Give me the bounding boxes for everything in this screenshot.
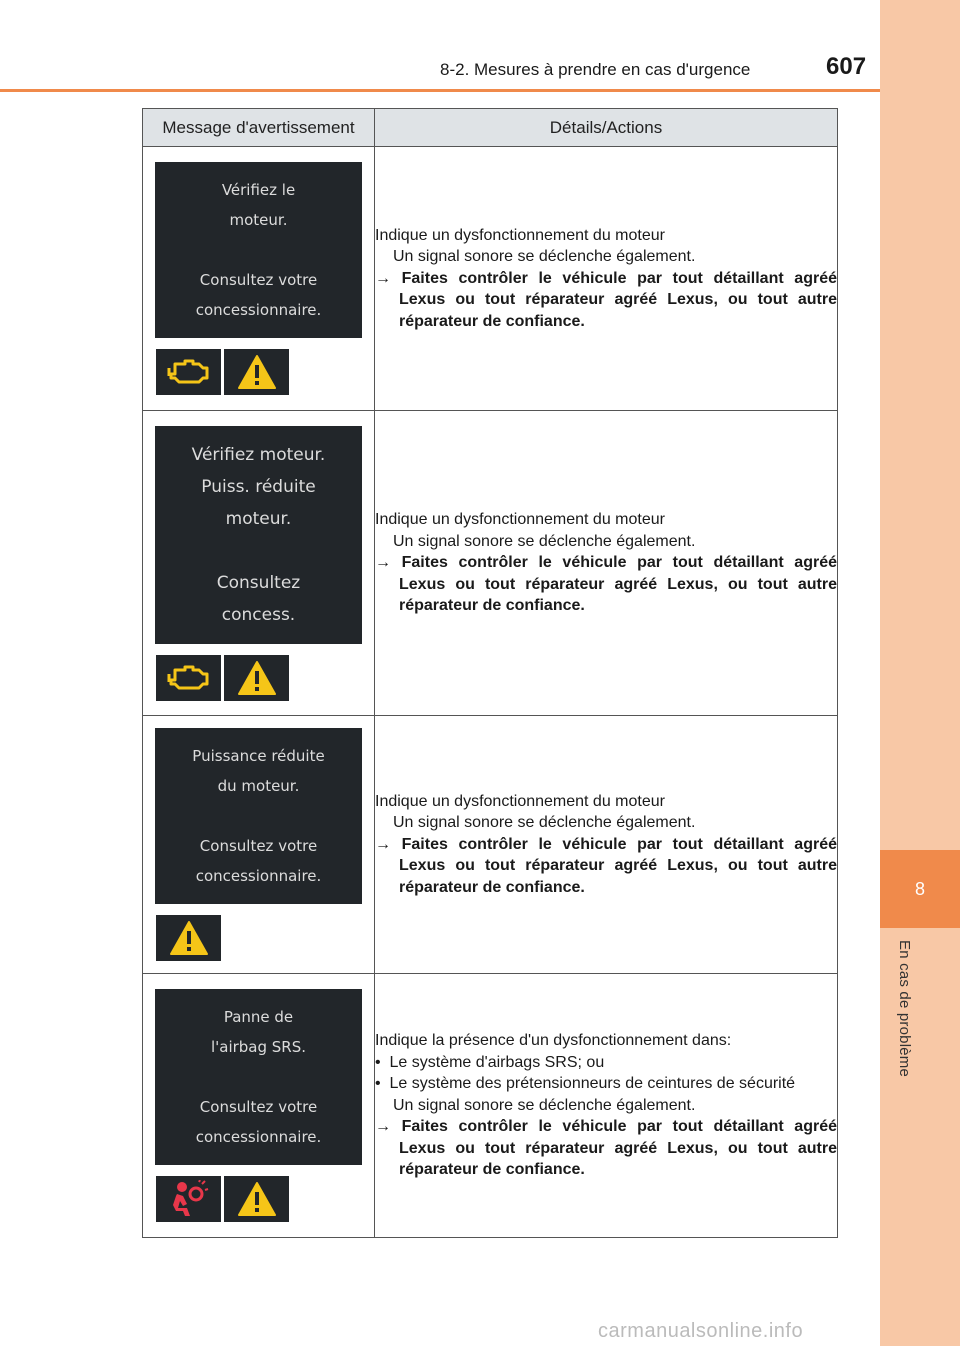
warning-messages-table [142, 108, 838, 1238]
screen-line: du moteur. [217, 777, 300, 795]
engine-warning-icon [156, 349, 221, 395]
detail-action: → Faites contrôler le véhicule par tout détaillant agréé Lexus ou tout réparateur agréé Lexus, ou tout autre réparateur de confiance. [375, 1118, 837, 1179]
display-screen [155, 426, 362, 644]
screen-line: concessionnaire. [195, 1128, 322, 1146]
message-cell [143, 716, 375, 974]
col-header-details: Détails/Actions [375, 109, 838, 147]
detail-bullet: • Le système d'airbags SRS; ou [375, 1053, 605, 1071]
table-row [143, 716, 838, 974]
detail-intro: Indique un dysfonctionnement du moteur [375, 226, 665, 244]
screen-line: Consultez votre [199, 271, 318, 289]
page-number: 607 [826, 53, 867, 80]
col-header-message: Message d'avertissement [143, 109, 375, 147]
table-row [143, 974, 838, 1238]
screen-line: Vérifiez moteur. [191, 444, 326, 465]
watermark: carmanualsonline.info [598, 1320, 804, 1342]
header-rule [0, 89, 880, 92]
screen-line: moteur. [225, 508, 292, 529]
section-title: 8-2. Mesures à prendre en cas d'urgence [440, 60, 751, 79]
details-cell [375, 147, 838, 411]
detail-action: → Faites contrôler le véhicule par tout détaillant agréé Lexus ou tout réparateur agréé Lexus, ou tout autre réparateur de confiance. [375, 554, 837, 615]
display-screen [155, 728, 362, 904]
detail-bullet: • Le système des prétensionneurs de ceintures de sécurité [375, 1075, 796, 1093]
screen-line: concess. [221, 604, 296, 625]
details-cell [375, 716, 838, 974]
detail-intro: Indique un dysfonctionnement du moteur [375, 792, 665, 810]
chapter-number-tab[interactable]: 8 [880, 850, 960, 928]
detail-action: → Faites contrôler le véhicule par tout détaillant agréé Lexus ou tout réparateur agréé Lexus, ou tout autre réparateur de confiance. [375, 269, 837, 330]
details-cell [375, 411, 838, 716]
screen-line: Consultez votre [199, 837, 318, 855]
screen-line: Vérifiez le [221, 181, 296, 199]
table-row [143, 411, 838, 716]
screen-line: l'airbag SRS. [210, 1038, 307, 1056]
details-cell [375, 974, 838, 1238]
message-cell [143, 974, 375, 1238]
screen-line: moteur. [229, 211, 288, 229]
detail-sound: Un signal sonore se déclenche également. [393, 1096, 696, 1114]
screen-line: concessionnaire. [195, 301, 322, 319]
detail-sound: Un signal sonore se déclenche également. [393, 248, 696, 266]
display-screen [155, 162, 362, 338]
message-cell [143, 411, 375, 716]
screen-line: Puissance réduite [192, 747, 325, 765]
master-warning-icon [224, 655, 289, 701]
master-warning-icon [224, 1176, 289, 1222]
master-warning-icon [156, 915, 221, 961]
engine-warning-icon [156, 655, 221, 701]
srs-airbag-icon [156, 1176, 221, 1222]
detail-sound: Un signal sonore se déclenche également. [393, 814, 696, 832]
screen-line: Consultez votre [199, 1098, 318, 1116]
detail-action: → Faites contrôler le véhicule par tout détaillant agréé Lexus ou tout réparateur agréé Lexus, ou tout autre réparateur de confiance. [375, 835, 837, 896]
detail-intro: Indique un dysfonctionnement du moteur [375, 511, 665, 529]
screen-line: Puiss. réduite [201, 476, 316, 497]
chapter-label: En cas de problème [896, 940, 913, 1078]
screen-line: Panne de [223, 1008, 294, 1026]
message-cell [143, 147, 375, 411]
display-screen [155, 989, 362, 1165]
detail-sound: Un signal sonore se déclenche également. [393, 532, 696, 550]
side-tab-strip [880, 0, 960, 1346]
detail-intro: Indique la présence d'un dysfonctionnement dans: [375, 1032, 732, 1050]
table-row [143, 147, 838, 411]
screen-line: Consultez [216, 572, 301, 593]
screen-line: concessionnaire. [195, 867, 322, 885]
master-warning-icon [224, 349, 289, 395]
